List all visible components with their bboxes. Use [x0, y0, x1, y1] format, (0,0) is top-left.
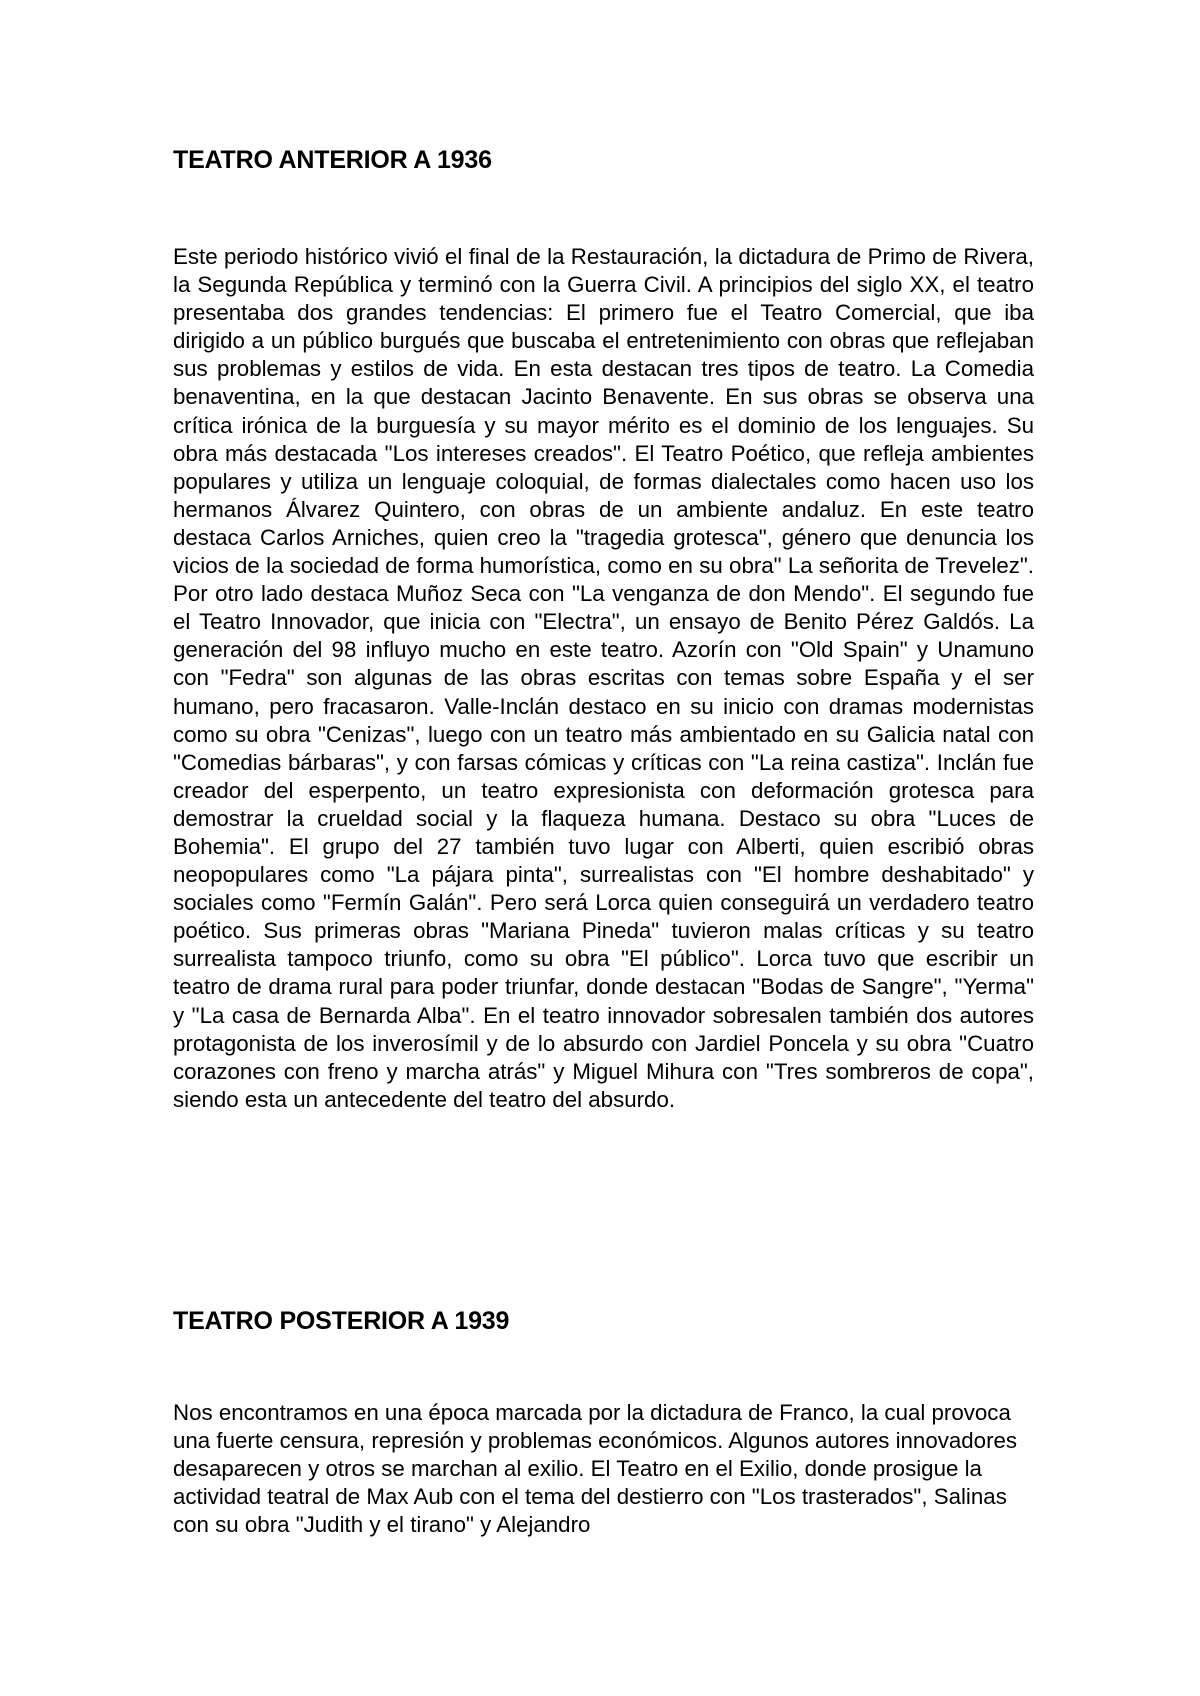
section-heading-teatro-posterior: TEATRO POSTERIOR A 1939 [173, 1307, 510, 1335]
document-page [173, 0, 1034, 1696]
section-paragraph-teatro-posterior: Nos encontramos en una época marcada por la dictadura de Franco, la cual provoca una fuerte censura, represión y problemas económicos. Algunos autores innovadores desaparecen y otros se marchan al exilio. El Teatro en el Exilio, donde prosigue la actividad teatral de Max Aub con el tema del destierro con "Los trasterados", Salinas con su obra "Judith y el tirano" y Alejandro [173, 1400, 1018, 1538]
section-paragraph-teatro-anterior: Este periodo histórico vivió el final de la Restauración, la dictadura de Primo de Rivera, la Segunda República y terminó con la Guerra Civil. A principios del siglo XX, el teatro presentaba dos grandes tendencias: El primero fue el Teatro Comercial, que iba dirigido a un público burgués que buscaba el entretenimiento con obras que reflejaban sus problemas y estilos de vida. En esta destacan tres tipos de teatro. La Comedia benaventina, en la que destacan Jacinto Benavente. En sus obras se observa una crítica irónica de la burguesía y su mayor mérito es el dominio de los lenguajes. Su obra más destacada "Los intereses creados". El Teatro Poético, que refleja ambientes populares y utiliza un lenguaje coloquial, de formas dialectales como hacen uso los hermanos Álvarez Quintero, con obras de un ambiente andaluz. En este teatro destaca Carlos Arniches, quien creo la "tragedia grotesca", género que denuncia los vicios de la sociedad de forma humorística, como en su obra" La señorita de Trevelez". Por otro lado destaca Muñoz Seca con "La venganza de don Mendo". El segundo fue el Teatro Innovador, que inicia con "Electra", un ensayo de Benito Pérez Galdós. La generación del 98 influyo mucho en este teatro. Azorín con "Old Spain" y Unamuno con "Fedra" son algunas de las obras escritas con temas sobre España y el ser humano, pero fracasaron. Valle-Inclán destaco en su inicio con dramas modernistas como su obra "Cenizas", luego con un teatro más ambientado en su Galicia natal con "Comedias bárbaras", y con farsas cómicas y críticas con "La reina castiza". Inclán fue creador del esperpento, un teatro expresionista con deformación grotesca para demostrar la crueldad social y la flaqueza humana. Destaco su obra "Luces de Bohemia". El grupo del 27 también tuvo lugar con Alberti, quien escribió obras neopopulares como "La pájara pinta", surrealistas con "El hombre deshabitado" y sociales como "Fermín Galán". Pero será Lorca quien conseguirá un verdadero teatro poético. Sus primeras obras "Mariana Pineda" tuvieron malas críticas y su teatro surrealista tampoco triunfo, como su obra "El público". Lorca tuvo que escribir un teatro de drama rural para poder triunfar, donde destacan "Bodas de Sangre", "Yerma" y "La casa de Bernarda Alba". En el teatro innovador sobresalen también dos autores protagonista de los inverosímil y de lo absurdo con Jardiel Poncela y su obra "Cuatro corazones con freno y marcha atrás" y Miguel Mihura con "Tres sombreros de copa", siendo esta un antecedente del teatro del absurdo. [173, 244, 1034, 1112]
section-heading-teatro-anterior: TEATRO ANTERIOR A 1936 [173, 146, 492, 174]
